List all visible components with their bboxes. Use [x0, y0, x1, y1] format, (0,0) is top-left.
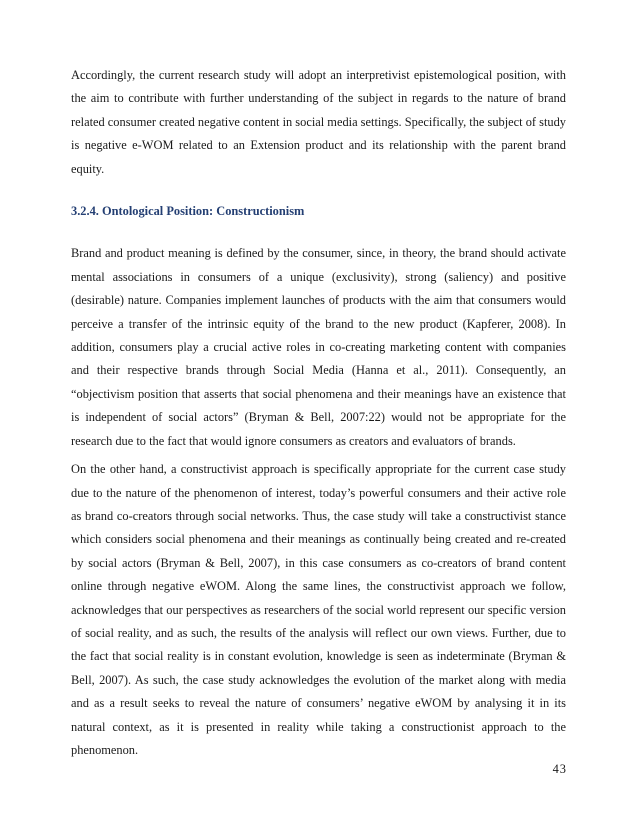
- section-heading: 3.2.4. Ontological Position: Constructionism: [71, 204, 305, 219]
- paragraph-constructivist-approach: On the other hand, a constructivist approach is specifically appropriate for the current case study due to the nature of the phenomenon of interest, today’s powerful consumers and their active role as brand co-creators through social networks. Thus, the case study will take a constructivist stance which considers social phenomena and their meanings as continually being created and re-created by social actors (Bryman & Bell, 2007), in this case consumers as co-creators of brand content online through negative eWOM. Along the same lines, the constructivist approach we follow, acknowledges that our perspectives as researchers of the social world represent our specific version of social reality, and as such, the results of the analysis will reflect our own views. Further, due to the fact that social reality is in constant evolution, knowledge is seen as indeterminate (Bryman & Bell, 2007). As such, the case study acknowledges the evolution of the market along with media and as a result seeks to reveal the nature of consumers’ negative eWOM by analysing it in its natural context, as it is presented in reality while taking a constructionist approach to the phenomenon.: [71, 462, 566, 757]
- paragraph-brand-meaning: Brand and product meaning is defined by the consumer, since, in theory, the brand should activate mental associations in consumers of a unique (exclusivity), strong (saliency) and positive (desirable) nature. Companies implement launches of products with the aim that consumers would perceive a transfer of the intrinsic equity of the brand to the new product (Kapferer, 2008). In addition, consumers play a crucial active roles in co-creating marketing content with companies and their respective brands through Social Media (Hanna et al., 2011). Consequently, an “objectivism position that asserts that social phenomena and their meanings have an existence that is independent of social actors” (Bryman & Bell, 2007:22) would not be appropriate for the research due to the fact that would ignore consumers as creators and evaluators of brands.: [71, 246, 566, 448]
- page-content: [71, 64, 566, 762]
- page-number: 43: [552, 762, 567, 776]
- paragraph-epistemological-position: Accordingly, the current research study will adopt an interpretivist epistemological position, with the aim to contribute with further understanding of the subject in regards to the nature of brand related consumer created negative content in social media settings. Specifically, the subject of study is negative e-WOM related to an Extension product and its relationship with the parent brand equity.: [71, 68, 566, 176]
